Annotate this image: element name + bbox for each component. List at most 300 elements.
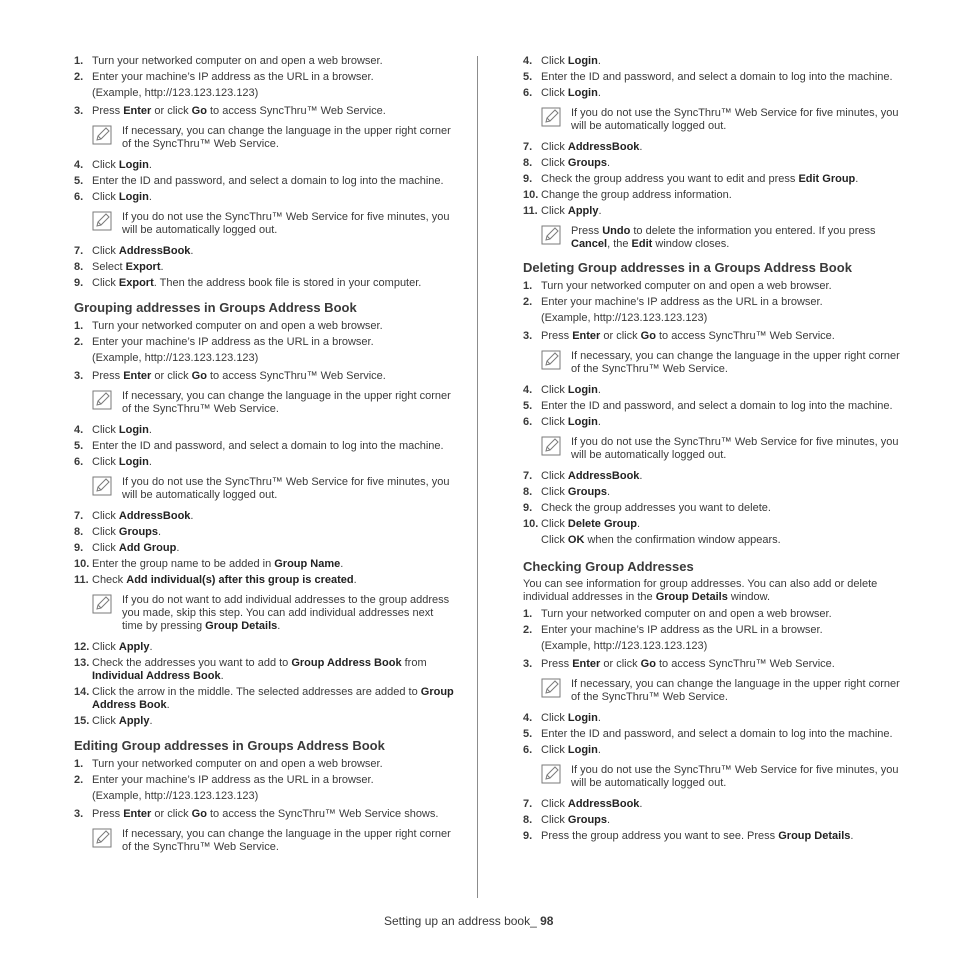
step-text	[541, 486, 610, 498]
text-run: Press	[92, 105, 124, 117]
text-run: Click	[541, 141, 568, 153]
text-run: If you do not use the SyncThru™ Web Service for five minutes, you will be automatically logged out.	[122, 476, 450, 501]
editing-steps	[74, 756, 454, 854]
step-number: 9.	[523, 173, 533, 185]
list-item	[74, 157, 454, 173]
note	[541, 678, 903, 704]
text-run: Enter the ID and password, and select a domain to log into the machine.	[92, 440, 444, 452]
text-run: Check the addresses you want to add to	[92, 657, 292, 669]
footer-title: Setting up an address book_	[384, 914, 541, 928]
step-text	[92, 261, 164, 273]
ui-term: Login	[567, 384, 598, 396]
step-text	[92, 320, 383, 332]
list-item	[523, 516, 903, 532]
step-text	[541, 728, 893, 740]
ui-term: Enter	[572, 658, 601, 670]
note-text	[122, 211, 450, 236]
text-run: .	[149, 715, 153, 727]
text-run: .	[607, 814, 611, 826]
note	[92, 211, 454, 237]
list-item	[74, 318, 454, 334]
ui-term: Login	[567, 712, 598, 724]
list-item	[74, 508, 454, 524]
text-run: Click	[92, 641, 119, 653]
list-item	[523, 171, 903, 187]
text-run: to access SyncThru™ Web Service.	[655, 658, 835, 670]
list-item	[523, 812, 903, 828]
text-run: Press	[541, 658, 573, 670]
text-run: Turn your networked computer on and open a web browser.	[92, 758, 383, 770]
text-run: .	[597, 55, 601, 67]
note-pencil-icon	[92, 390, 112, 410]
text-run: Click	[541, 87, 568, 99]
step-text	[541, 400, 893, 412]
note	[92, 828, 454, 854]
text-run: If you do not use the SyncThru™ Web Service for five minutes, you will be automatically logged out.	[571, 107, 899, 132]
step-text	[541, 830, 853, 842]
list-item	[74, 806, 454, 822]
text-run: Turn your networked computer on and open a web browser.	[92, 320, 383, 332]
step-text	[541, 280, 832, 292]
note-pencil-icon	[541, 764, 561, 784]
text-run: .	[149, 641, 153, 653]
text-run: If necessary, you can change the language in the upper right corner of the SyncThru™ Web Service.	[122, 390, 451, 415]
ui-term: Export	[118, 277, 154, 289]
note-pencil-icon	[541, 678, 561, 698]
list-item	[74, 556, 454, 572]
list-item	[74, 69, 454, 85]
ui-term: Login	[118, 159, 149, 171]
text-run: Click	[541, 712, 568, 724]
text-run: from	[401, 657, 427, 669]
note-text	[571, 436, 899, 461]
text-run: .	[340, 558, 344, 570]
step-number: 6.	[523, 416, 533, 428]
column-divider	[477, 56, 478, 898]
text-run: .	[597, 384, 601, 396]
text-run: to delete the information you entered. If you press	[630, 225, 876, 237]
text-run: .	[855, 173, 859, 185]
grouping-steps	[74, 318, 454, 729]
step-number: 4.	[523, 55, 533, 67]
step-number: 3.	[74, 808, 84, 820]
step-detail: (Example, http://123.123.123.123)	[92, 87, 259, 99]
step-detail: (Example, http://123.123.123.123)	[92, 352, 259, 364]
step-text	[541, 157, 610, 169]
step-text	[541, 384, 601, 396]
note	[92, 125, 454, 151]
step-number: 5.	[523, 728, 533, 740]
list-item	[74, 540, 454, 556]
ui-term: Cancel	[571, 238, 608, 250]
step-number: 9.	[523, 502, 533, 514]
step-detail: (Example, http://123.123.123.123)	[92, 790, 259, 802]
list-item	[74, 772, 454, 788]
step-number: 8.	[74, 261, 84, 273]
step-number: 8.	[523, 157, 533, 169]
text-run: Turn your networked computer on and open a web browser.	[92, 55, 383, 67]
text-run: Click	[92, 277, 119, 289]
ui-term: AddressBook	[567, 141, 640, 153]
step-text	[92, 440, 444, 452]
step-text	[541, 189, 732, 201]
list-item	[523, 155, 903, 171]
step-number: 7.	[523, 798, 533, 810]
text-run: .	[160, 261, 164, 273]
editing-steps-continued	[523, 53, 903, 251]
text-run: Check the group address you want to edit and press	[541, 173, 799, 185]
note	[92, 476, 454, 502]
text-run: Click	[541, 518, 568, 530]
text-run: Click	[92, 542, 119, 554]
step-number: 13.	[74, 657, 90, 669]
text-run: If you do not use the SyncThru™ Web Service for five minutes, you will be automatically logged out.	[122, 211, 450, 236]
step-number: 4.	[74, 159, 84, 171]
list-item	[74, 334, 454, 350]
text-run: .	[148, 456, 152, 468]
note-text	[122, 594, 449, 632]
text-run: when the confirmation window appears.	[584, 534, 781, 546]
ui-term: Apply	[118, 641, 150, 653]
text-run: If you do not use the SyncThru™ Web Service for five minutes, you will be automatically logged out.	[571, 764, 899, 789]
step-text	[541, 173, 858, 185]
text-run: Click	[541, 814, 568, 826]
list-item	[74, 438, 454, 454]
ui-term: Add individual(s) after this group is created	[126, 574, 354, 586]
step-number: 7.	[74, 245, 84, 257]
text-run: or click	[600, 658, 641, 670]
text-run: Enter your machine’s IP address as the URL in a browser.	[541, 624, 823, 636]
list-item	[523, 484, 903, 500]
step-number: 8.	[74, 526, 84, 538]
text-run: Enter the ID and password, and select a domain to log into the machine.	[541, 400, 893, 412]
ui-term: Individual Address Book	[92, 670, 221, 682]
ui-term: AddressBook	[567, 470, 640, 482]
text-run: Change the group address information.	[541, 189, 732, 201]
note	[92, 594, 454, 633]
text-run: .	[148, 159, 152, 171]
text-run: or click	[151, 808, 192, 820]
text-run: Click	[541, 55, 568, 67]
text-run: Click	[92, 715, 119, 727]
text-run: .	[166, 699, 170, 711]
step-number: 9.	[74, 542, 84, 554]
step-text	[92, 526, 161, 538]
list-item	[523, 294, 903, 310]
list-item	[74, 259, 454, 275]
step-text	[92, 277, 421, 289]
step-text	[541, 330, 835, 342]
text-run: .	[353, 574, 357, 586]
list-item	[74, 275, 454, 291]
step-number: 7.	[523, 141, 533, 153]
step-text	[92, 175, 444, 187]
list-item	[74, 684, 454, 713]
step-number: 3.	[523, 330, 533, 342]
note-pencil-icon	[92, 476, 112, 496]
step-number: 11.	[74, 574, 89, 586]
ui-term: Group Address Book	[291, 657, 402, 669]
text-run: .	[850, 830, 854, 842]
text-run: Click	[541, 744, 568, 756]
step-text	[541, 658, 835, 670]
step-text	[541, 608, 832, 620]
text-run: Click	[541, 470, 568, 482]
ui-term: Edit Group	[798, 173, 856, 185]
ui-term: Login	[118, 456, 149, 468]
text-run: Click	[92, 245, 119, 257]
text-run: If you do not want to add individual addresses to the group address you made, skip this step. You can add individual addresses next time by pressing	[122, 594, 450, 632]
text-run: to access the SyncThru™ Web Service shows.	[206, 808, 439, 820]
text-run: Click	[92, 526, 119, 538]
text-run: Click	[541, 486, 568, 498]
text-run: .	[597, 712, 601, 724]
text-run: .	[158, 526, 162, 538]
text-run: Click	[92, 510, 119, 522]
text-run: Enter the ID and password, and select a domain to log into the machine.	[541, 71, 893, 83]
step-number: 8.	[523, 814, 533, 826]
text-run: to access SyncThru™ Web Service.	[206, 370, 386, 382]
list-item	[523, 85, 903, 101]
note-pencil-icon	[541, 107, 561, 127]
list-item	[523, 382, 903, 398]
step-text	[541, 624, 823, 636]
note-pencil-icon	[541, 350, 561, 370]
text-run: Click	[541, 384, 568, 396]
step-number: 5.	[523, 71, 533, 83]
list-item	[523, 726, 903, 742]
step-text	[92, 657, 427, 682]
section-heading-deleting: Deleting Group addresses in a Groups Address Book	[523, 260, 852, 275]
ui-term: Login	[567, 87, 598, 99]
ui-term: Group Details	[778, 830, 851, 842]
text-run: .	[148, 191, 152, 203]
list-item	[523, 500, 903, 516]
list-item	[74, 422, 454, 438]
note-text	[571, 350, 900, 375]
step-number: 3.	[74, 105, 84, 117]
text-run: Click	[92, 191, 119, 203]
ui-term: Go	[640, 658, 656, 670]
list-item	[523, 278, 903, 294]
ui-term: Groups	[118, 526, 159, 538]
text-run: Enter your machine’s IP address as the URL in a browser.	[541, 296, 823, 308]
list-item	[523, 828, 903, 844]
list-item	[523, 606, 903, 622]
list-item	[523, 398, 903, 414]
text-run: .	[190, 510, 194, 522]
step-number: 5.	[523, 400, 533, 412]
text-run: Press	[541, 330, 573, 342]
ui-term: Edit	[631, 238, 653, 250]
text-run: .	[277, 620, 281, 632]
step-text	[92, 159, 152, 171]
step-text	[92, 336, 374, 348]
left-column	[74, 53, 454, 860]
step-text	[92, 641, 153, 653]
text-run: Click	[92, 159, 119, 171]
step-number: 5.	[74, 440, 84, 452]
note-pencil-icon	[92, 211, 112, 231]
ui-term: AddressBook	[118, 245, 191, 257]
text-run: Turn your networked computer on and open a web browser.	[541, 280, 832, 292]
step-text	[541, 712, 601, 724]
text-run: If necessary, you can change the language in the upper right corner of the SyncThru™ Web Service.	[122, 828, 451, 853]
list-item	[523, 139, 903, 155]
text-run: .	[148, 424, 152, 436]
step-text	[92, 370, 386, 382]
note-text	[122, 476, 450, 501]
ui-term: Group Details	[655, 591, 728, 603]
note-text	[571, 678, 900, 703]
step-text	[92, 542, 179, 554]
list-item	[74, 524, 454, 540]
text-run: or click	[600, 330, 641, 342]
text-run: Check	[92, 574, 127, 586]
step-text	[92, 245, 193, 257]
text-run: Click	[92, 456, 119, 468]
note	[541, 107, 903, 133]
step-number: 2.	[523, 296, 533, 308]
step-text	[541, 87, 601, 99]
step-number: 9.	[74, 277, 84, 289]
ui-term: Add Group	[118, 542, 177, 554]
ui-term: Export	[125, 261, 161, 273]
step-text	[92, 574, 357, 586]
ui-term: OK	[567, 534, 585, 546]
ui-term: Apply	[118, 715, 150, 727]
note-text	[571, 225, 876, 250]
step-number: 10.	[523, 518, 539, 530]
step-number: 4.	[74, 424, 84, 436]
text-run: Press	[92, 370, 124, 382]
ui-term: Login	[118, 424, 149, 436]
step-number: 5.	[74, 175, 84, 187]
step-text	[541, 71, 893, 83]
ui-term: AddressBook	[567, 798, 640, 810]
note-pencil-icon	[541, 225, 561, 245]
ui-term: Groups	[567, 814, 608, 826]
ui-term: Login	[567, 55, 598, 67]
text-run: .	[597, 87, 601, 99]
note	[92, 390, 454, 416]
step-number: 2.	[74, 71, 84, 83]
ui-term: Go	[640, 330, 656, 342]
step-number: 7.	[74, 510, 84, 522]
step-text	[541, 416, 601, 428]
text-run: If necessary, you can change the language in the upper right corner of the SyncThru™ Web Service.	[122, 125, 451, 150]
page-number: 98	[540, 914, 554, 928]
note-text	[122, 828, 451, 853]
step-text	[541, 502, 771, 514]
list-item	[74, 713, 454, 729]
note-text	[571, 107, 899, 132]
note-pencil-icon	[92, 594, 112, 614]
step-text	[92, 55, 383, 67]
step-number: 14.	[74, 686, 90, 698]
step-text	[92, 558, 343, 570]
note-text	[122, 390, 451, 415]
note	[541, 764, 903, 790]
text-run: window.	[727, 591, 771, 603]
list-item	[523, 796, 903, 812]
text-run: If necessary, you can change the language in the upper right corner of the SyncThru™ Web Service.	[571, 350, 900, 375]
step-detail: (Example, http://123.123.123.123)	[541, 640, 708, 652]
step-text	[92, 686, 454, 711]
step-text	[541, 141, 642, 153]
text-run: .	[598, 205, 602, 217]
text-run: Enter your machine’s IP address as the URL in a browser.	[92, 71, 374, 83]
step-number: 1.	[523, 280, 533, 292]
note-text	[571, 764, 899, 789]
step-text	[541, 55, 601, 67]
text-run: You can see information for group addresses. You can also add or delete individual addresses in the	[523, 578, 878, 603]
list-item	[523, 742, 903, 758]
ui-term: Login	[567, 416, 598, 428]
text-run: Enter the ID and password, and select a domain to log into the machine.	[92, 175, 444, 187]
step-text	[92, 424, 152, 436]
list-item	[523, 414, 903, 430]
list-item	[74, 454, 454, 470]
step-number: 6.	[74, 191, 84, 203]
ui-term: Undo	[602, 225, 631, 237]
text-run: Turn your networked computer on and open a web browser.	[541, 608, 832, 620]
ui-term: Login	[567, 744, 598, 756]
text-run: or click	[151, 105, 192, 117]
text-run: Select	[92, 261, 126, 273]
section-heading-editing: Editing Group addresses in Groups Address Book	[74, 738, 385, 753]
text-run: Enter the ID and password, and select a domain to log into the machine.	[541, 728, 893, 740]
text-run: .	[639, 470, 643, 482]
text-run: .	[176, 542, 180, 554]
ui-term: Group Address Book	[92, 686, 454, 711]
step-text	[541, 798, 642, 810]
note-pencil-icon	[92, 125, 112, 145]
ui-term: Groups	[567, 157, 608, 169]
right-column	[523, 53, 903, 844]
text-run: Click the arrow in the middle. The selected addresses are added to	[92, 686, 421, 698]
checking-intro	[523, 577, 903, 606]
step-number: 1.	[74, 55, 84, 67]
list-item	[523, 69, 903, 85]
list-item	[74, 173, 454, 189]
text-run: Check the group addresses you want to delete.	[541, 502, 771, 514]
text-run: .	[607, 486, 611, 498]
list-item	[523, 53, 903, 69]
list-item	[74, 572, 454, 588]
ui-term: Go	[191, 808, 207, 820]
list-item	[523, 328, 903, 344]
step-number: 6.	[74, 456, 84, 468]
step-text	[92, 105, 386, 117]
ui-term: AddressBook	[118, 510, 191, 522]
note-text	[122, 125, 451, 150]
text-run: Click	[541, 157, 568, 169]
list-item	[74, 655, 454, 684]
text-run: .	[639, 141, 643, 153]
step-text	[92, 758, 383, 770]
step-number: 2.	[523, 624, 533, 636]
ui-term: Group Name	[274, 558, 341, 570]
list-item	[523, 656, 903, 672]
step-number: 6.	[523, 744, 533, 756]
ui-term: Enter	[572, 330, 601, 342]
note-pencil-icon	[541, 436, 561, 456]
note-pencil-icon	[92, 828, 112, 848]
step-number: 7.	[523, 470, 533, 482]
note	[541, 225, 903, 251]
step-detail: (Example, http://123.123.123.123)	[541, 312, 708, 324]
